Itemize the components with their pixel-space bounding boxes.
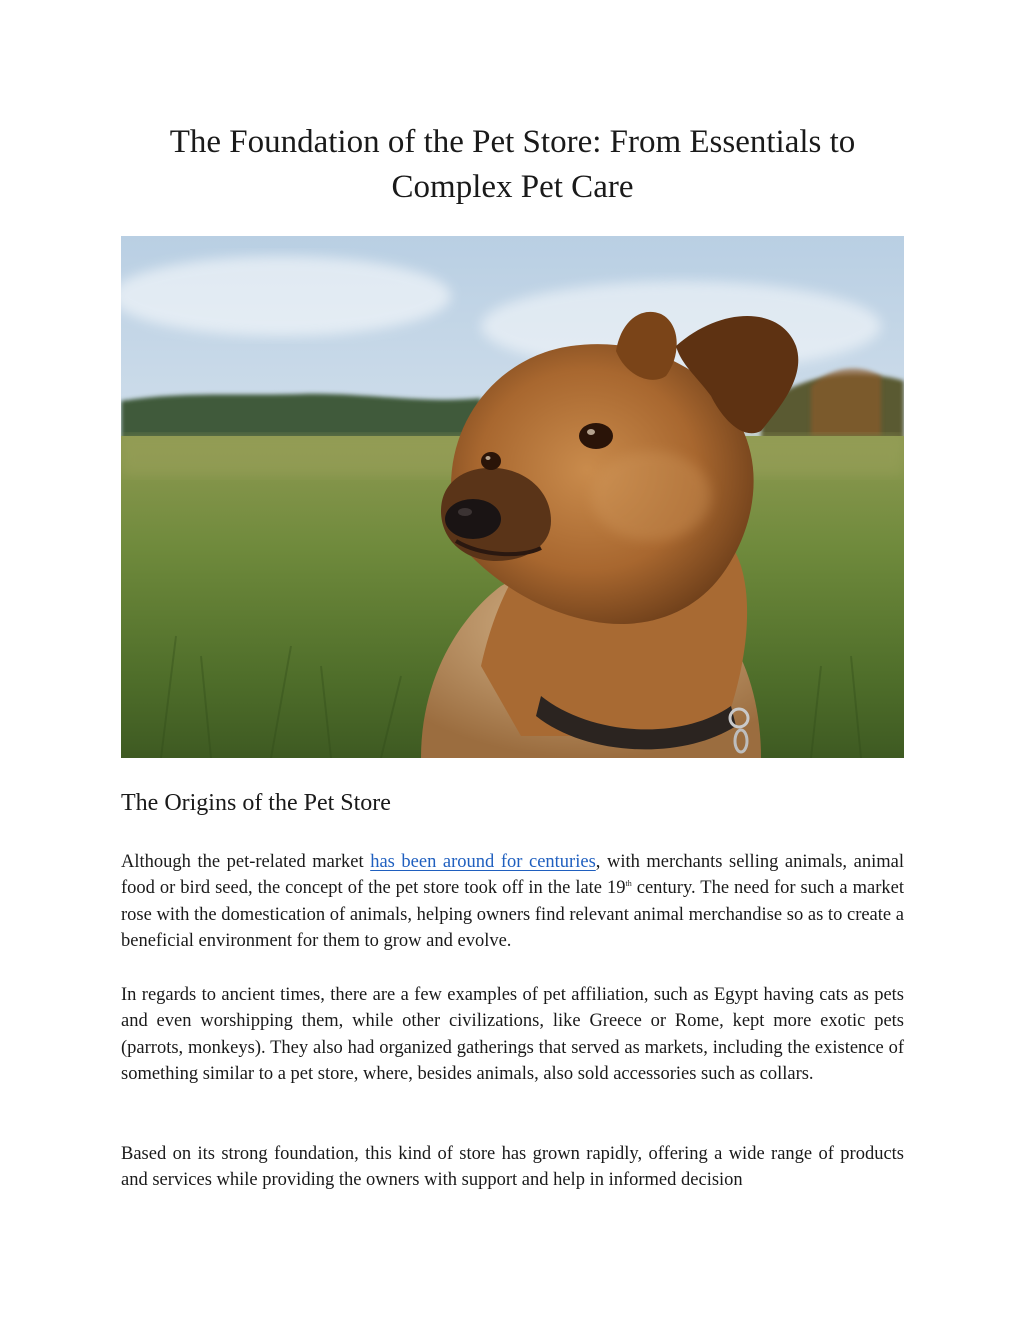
centuries-link[interactable]: has been around for centuries bbox=[370, 852, 596, 872]
superscript-th: th bbox=[625, 879, 632, 889]
paragraph-1-text-middle: , with merchants selling animals, animal food or bird seed, the concept of the pet store took off in the late 19 bbox=[121, 852, 904, 899]
section-heading: The Origins of the Pet Store bbox=[121, 790, 391, 816]
dog-photo bbox=[121, 236, 904, 758]
paragraph-1-text-end: century. The need for such a market rose with the domestication of animals, helping owners find relevant animal merchandise so as to create a beneficial environment for them to grow and evolve. bbox=[121, 878, 904, 952]
paragraph-2: In regards to ancient times, there are a few examples of pet affiliation, such as Egypt having cats as pets and even worshipping them, while other civilizations, like Greece or Rome, kept more exotic pets (parrots, monkeys). They also had organized gatherings that served as markets, including the existence of something similar to a pet store, where, besides animals, also sold accessories such as collars. bbox=[121, 985, 904, 1085]
paragraph-3: Based on its strong foundation, this kind of store has grown rapidly, offering a wide range of products and services while providing the owners with support and help in informed decision bbox=[121, 1144, 904, 1191]
paragraph-1 bbox=[121, 849, 904, 955]
paragraph-1-text-start: Although the pet-related market bbox=[121, 852, 371, 872]
document-title: The Foundation of the Pet Store: From Essentials to Complex Pet Care bbox=[169, 124, 856, 205]
